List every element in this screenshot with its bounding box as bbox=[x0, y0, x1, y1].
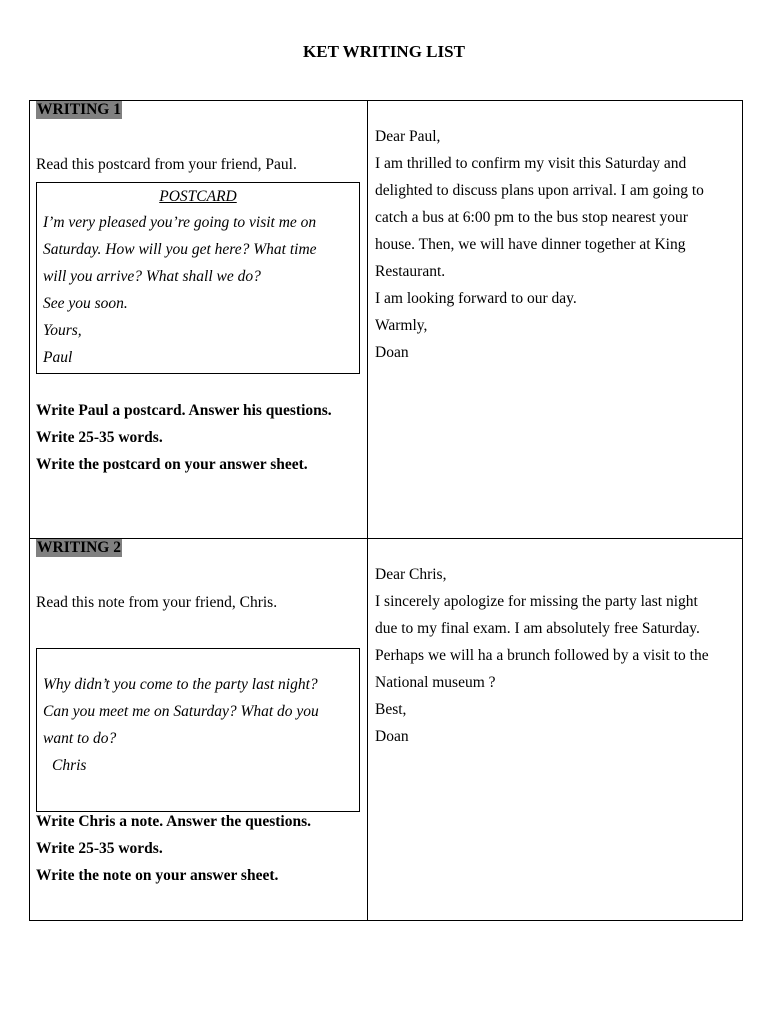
note-signature: Chris bbox=[52, 757, 87, 774]
writing-1-instruction: Write 25-35 words. bbox=[36, 429, 163, 446]
note-line: Can you meet me on Saturday? What do you bbox=[43, 703, 319, 720]
answer-line: National museum ? bbox=[375, 674, 496, 691]
answer-line: Warmly, bbox=[375, 317, 428, 334]
answer-line: Perhaps we will ha a brunch followed by a visit to the bbox=[375, 647, 709, 664]
answer-line: Doan bbox=[375, 344, 409, 361]
writing-1-row bbox=[30, 101, 743, 539]
writing-2-answer-cell bbox=[368, 539, 743, 921]
postcard-line: I’m very pleased you’re going to visit me on bbox=[43, 214, 317, 231]
answer-line: Best, bbox=[375, 701, 407, 718]
answer-line: I sincerely apologize for missing the party last night bbox=[375, 593, 698, 610]
postcard-line: Yours, bbox=[43, 322, 82, 339]
writing-1-label: WRITING 1 bbox=[37, 101, 121, 118]
answer-line: catch a bus at 6:00 pm to the bus stop nearest your bbox=[375, 209, 688, 226]
answer-line: I am thrilled to confirm my visit this Saturday and bbox=[375, 155, 687, 172]
postcard-line: See you soon. bbox=[43, 295, 128, 312]
answer-line: due to my final exam. I am absolutely free Saturday. bbox=[375, 620, 700, 637]
writing-2-answer bbox=[375, 561, 709, 750]
writing-1-instruction: Write Paul a postcard. Answer his questions. bbox=[36, 402, 332, 419]
answer-line: Doan bbox=[375, 728, 409, 745]
writing-2-task-cell bbox=[30, 539, 368, 921]
writing-1-answer bbox=[375, 123, 704, 366]
writing-2-instruction: Write the note on your answer sheet. bbox=[36, 867, 279, 884]
postcard-box bbox=[36, 182, 360, 374]
answer-line: delighted to discuss plans upon arrival. I am going to bbox=[375, 182, 704, 199]
answer-line: Dear Paul, bbox=[375, 128, 441, 145]
writing-1-task-cell bbox=[30, 101, 368, 539]
note-line: want to do? bbox=[43, 730, 117, 747]
postcard-line: Paul bbox=[43, 349, 73, 366]
postcard-line: Saturday. How will you get here? What time bbox=[43, 241, 317, 258]
note-box bbox=[36, 648, 360, 812]
writing-1-answer-cell bbox=[368, 101, 743, 539]
writing-2-label: WRITING 2 bbox=[37, 539, 121, 556]
writing-1-instruction: Write the postcard on your answer sheet. bbox=[36, 456, 308, 473]
document-title: KET WRITING LIST bbox=[303, 42, 465, 61]
writing-2-row bbox=[30, 539, 743, 921]
postcard-heading: POSTCARD bbox=[159, 188, 237, 205]
answer-line: house. Then, we will have dinner together at King bbox=[375, 236, 686, 253]
writing-2-intro: Read this note from your friend, Chris. bbox=[36, 594, 278, 611]
answer-line: Dear Chris, bbox=[375, 566, 447, 583]
writing-2-instruction: Write Chris a note. Answer the questions. bbox=[36, 813, 311, 830]
answer-line: Restaurant. bbox=[375, 263, 446, 280]
writing-table bbox=[29, 100, 743, 921]
writing-1-intro: Read this postcard from your friend, Paul. bbox=[36, 156, 297, 173]
postcard-line: will you arrive? What shall we do? bbox=[43, 268, 261, 285]
answer-line: I am looking forward to our day. bbox=[375, 290, 577, 307]
note-line: Why didn’t you come to the party last night? bbox=[43, 676, 318, 693]
writing-2-instruction: Write 25-35 words. bbox=[36, 840, 163, 857]
